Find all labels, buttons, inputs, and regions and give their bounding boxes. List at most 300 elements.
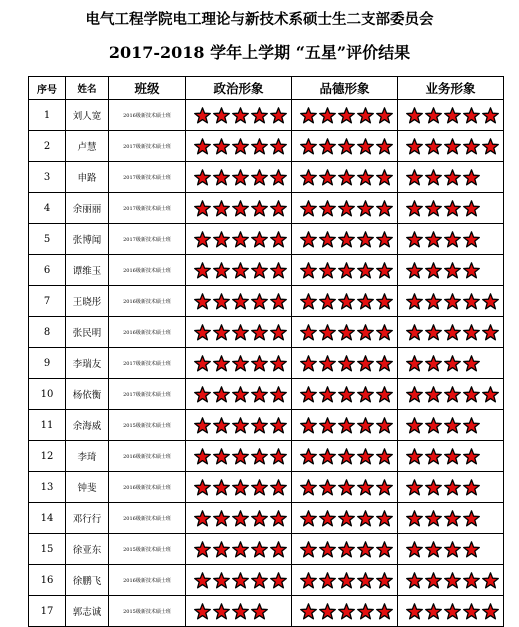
table-body: [29, 100, 504, 627]
star-icon: [300, 107, 317, 124]
star-icon: [338, 293, 355, 310]
star-icon: [376, 572, 393, 589]
star-icon: [463, 107, 480, 124]
star-icon: [463, 169, 480, 186]
star-icon: [213, 572, 230, 589]
student-class: 2017级新技术硕士班: [109, 193, 186, 224]
star-icon: [463, 262, 480, 279]
star-icon: [482, 386, 499, 403]
star-icon: [357, 262, 374, 279]
star-icon: [213, 417, 230, 434]
star-icon: [213, 231, 230, 248]
star-icon: [319, 138, 336, 155]
moral-rating: [292, 286, 398, 317]
star-icon: [376, 200, 393, 217]
star-icon: [425, 107, 442, 124]
star-icon: [444, 541, 461, 558]
star-icon: [251, 510, 268, 527]
political-rating: [186, 348, 292, 379]
political-rating: [186, 317, 292, 348]
student-class: 2016级新技术硕士班: [109, 317, 186, 348]
star-icon: [319, 107, 336, 124]
star-icon: [357, 572, 374, 589]
moral-rating: [292, 255, 398, 286]
moral-rating: [292, 379, 398, 410]
header-name: 姓名: [66, 77, 109, 100]
student-name: 申路: [66, 162, 109, 193]
star-icon: [232, 200, 249, 217]
star-icon: [482, 603, 499, 620]
star-icon: [232, 231, 249, 248]
star-icon: [270, 386, 287, 403]
star-icon: [213, 138, 230, 155]
row-number: 3: [29, 162, 66, 193]
student-name: 余海威: [66, 410, 109, 441]
star-icon: [425, 293, 442, 310]
star-icon: [251, 541, 268, 558]
political-rating: [186, 503, 292, 534]
star-icon: [319, 355, 336, 372]
star-icon: [213, 262, 230, 279]
star-icon: [406, 169, 423, 186]
star-icon: [338, 262, 355, 279]
star-icon: [300, 417, 317, 434]
star-icon: [338, 107, 355, 124]
star-icon: [270, 138, 287, 155]
student-class: 2015级新技术硕士班: [109, 410, 186, 441]
star-icon: [357, 293, 374, 310]
star-icon: [194, 603, 211, 620]
star-icon: [300, 603, 317, 620]
star-icon: [357, 603, 374, 620]
star-icon: [319, 510, 336, 527]
star-icon: [338, 417, 355, 434]
row-number: 2: [29, 131, 66, 162]
moral-rating: [292, 317, 398, 348]
student-class: 2015级新技术硕士班: [109, 534, 186, 565]
star-icon: [406, 293, 423, 310]
star-icon: [376, 107, 393, 124]
star-icon: [425, 572, 442, 589]
star-icon: [376, 262, 393, 279]
document-title: 电气工程学院电工理论与新技术系硕士生二支部委员会: [85, 12, 434, 28]
star-icon: [319, 541, 336, 558]
moral-rating: [292, 162, 398, 193]
student-name: 张民明: [66, 317, 109, 348]
star-icon: [213, 603, 230, 620]
star-icon: [482, 107, 499, 124]
star-icon: [251, 417, 268, 434]
student-class: 2017级新技术硕士班: [109, 162, 186, 193]
star-icon: [232, 169, 249, 186]
star-icon: [444, 169, 461, 186]
student-class: 2016级新技术硕士班: [109, 472, 186, 503]
row-number: 12: [29, 441, 66, 472]
professional-rating: [398, 503, 504, 534]
star-icon: [251, 231, 268, 248]
star-icon: [376, 355, 393, 372]
star-icon: [300, 231, 317, 248]
star-icon: [425, 417, 442, 434]
star-icon: [194, 572, 211, 589]
header-moral: 品德形象: [292, 77, 398, 100]
star-icon: [357, 386, 374, 403]
star-icon: [338, 231, 355, 248]
star-icon: [406, 479, 423, 496]
political-rating: [186, 255, 292, 286]
student-class: 2016级新技术硕士班: [109, 255, 186, 286]
table-row: [29, 565, 504, 596]
table-row: [29, 503, 504, 534]
star-icon: [319, 386, 336, 403]
star-icon: [232, 138, 249, 155]
star-icon: [270, 355, 287, 372]
header-professional: 业务形象: [398, 77, 504, 100]
student-class: 2017级新技术硕士班: [109, 224, 186, 255]
star-icon: [338, 541, 355, 558]
student-class: 2017级新技术硕士班: [109, 348, 186, 379]
star-icon: [251, 262, 268, 279]
star-icon: [194, 138, 211, 155]
star-icon: [319, 262, 336, 279]
student-class: 2017级新技术硕士班: [109, 379, 186, 410]
star-icon: [300, 448, 317, 465]
star-icon: [251, 293, 268, 310]
star-icon: [213, 479, 230, 496]
moral-rating: [292, 472, 398, 503]
table-row: [29, 379, 504, 410]
star-icon: [194, 107, 211, 124]
star-icon: [270, 293, 287, 310]
student-class: 2016级新技术硕士班: [109, 100, 186, 131]
star-icon: [194, 386, 211, 403]
professional-rating: [398, 472, 504, 503]
star-icon: [300, 572, 317, 589]
star-icon: [357, 479, 374, 496]
star-icon: [406, 107, 423, 124]
star-icon: [232, 572, 249, 589]
star-icon: [463, 572, 480, 589]
professional-rating: [398, 379, 504, 410]
political-rating: [186, 100, 292, 131]
document-subtitle: 2017-2018 学年上学期 “五星”评价结果: [108, 43, 411, 62]
star-icon: [194, 355, 211, 372]
star-icon: [338, 448, 355, 465]
row-number: 16: [29, 565, 66, 596]
professional-rating: [398, 534, 504, 565]
star-icon: [338, 138, 355, 155]
professional-rating: [398, 286, 504, 317]
star-icon: [300, 169, 317, 186]
star-icon: [270, 262, 287, 279]
star-icon: [444, 386, 461, 403]
star-icon: [406, 541, 423, 558]
table-header-row: [29, 77, 504, 100]
student-name: 谭维玉: [66, 255, 109, 286]
star-icon: [444, 479, 461, 496]
star-icon: [444, 293, 461, 310]
political-rating: [186, 162, 292, 193]
star-icon: [444, 231, 461, 248]
star-icon: [463, 324, 480, 341]
row-number: 13: [29, 472, 66, 503]
student-class: 2016级新技术硕士班: [109, 565, 186, 596]
table-row: [29, 534, 504, 565]
professional-rating: [398, 131, 504, 162]
moral-rating: [292, 441, 398, 472]
star-icon: [425, 138, 442, 155]
star-icon: [251, 107, 268, 124]
star-icon: [251, 200, 268, 217]
star-icon: [251, 479, 268, 496]
star-icon: [406, 324, 423, 341]
star-icon: [232, 262, 249, 279]
star-icon: [319, 417, 336, 434]
star-icon: [300, 293, 317, 310]
star-icon: [194, 448, 211, 465]
star-icon: [232, 448, 249, 465]
star-icon: [376, 479, 393, 496]
professional-rating: [398, 255, 504, 286]
star-icon: [444, 262, 461, 279]
star-icon: [406, 417, 423, 434]
table-row: [29, 472, 504, 503]
star-icon: [338, 200, 355, 217]
row-number: 10: [29, 379, 66, 410]
student-name: 杨依衡: [66, 379, 109, 410]
star-icon: [444, 324, 461, 341]
star-icon: [444, 107, 461, 124]
political-rating: [186, 131, 292, 162]
evaluation-table: [28, 76, 504, 627]
professional-rating: [398, 410, 504, 441]
star-icon: [270, 572, 287, 589]
star-icon: [251, 386, 268, 403]
star-icon: [300, 262, 317, 279]
star-icon: [376, 603, 393, 620]
star-icon: [482, 293, 499, 310]
moral-rating: [292, 131, 398, 162]
star-icon: [482, 138, 499, 155]
star-icon: [213, 448, 230, 465]
star-icon: [463, 417, 480, 434]
professional-rating: [398, 565, 504, 596]
star-icon: [270, 200, 287, 217]
star-icon: [425, 541, 442, 558]
star-icon: [300, 541, 317, 558]
star-icon: [357, 200, 374, 217]
moral-rating: [292, 193, 398, 224]
star-icon: [357, 169, 374, 186]
star-icon: [463, 138, 480, 155]
star-icon: [463, 231, 480, 248]
professional-rating: [398, 317, 504, 348]
star-icon: [251, 169, 268, 186]
star-icon: [319, 231, 336, 248]
star-icon: [251, 572, 268, 589]
moral-rating: [292, 224, 398, 255]
star-icon: [232, 510, 249, 527]
star-icon: [357, 324, 374, 341]
star-icon: [194, 324, 211, 341]
star-icon: [463, 355, 480, 372]
star-icon: [251, 603, 268, 620]
student-class: 2016级新技术硕士班: [109, 441, 186, 472]
political-rating: [186, 224, 292, 255]
star-icon: [444, 603, 461, 620]
student-name: 钟斐: [66, 472, 109, 503]
star-icon: [300, 510, 317, 527]
star-icon: [300, 324, 317, 341]
star-icon: [357, 138, 374, 155]
star-icon: [194, 293, 211, 310]
header-class: 班级: [109, 77, 186, 100]
star-icon: [425, 200, 442, 217]
political-rating: [186, 410, 292, 441]
star-icon: [213, 169, 230, 186]
star-icon: [463, 603, 480, 620]
star-icon: [270, 107, 287, 124]
student-class: 2017级新技术硕士班: [109, 131, 186, 162]
star-icon: [376, 386, 393, 403]
header-political: 政治形象: [186, 77, 292, 100]
star-icon: [194, 479, 211, 496]
star-icon: [232, 293, 249, 310]
student-name: 李瑞友: [66, 348, 109, 379]
star-icon: [319, 293, 336, 310]
star-icon: [425, 262, 442, 279]
star-icon: [213, 355, 230, 372]
star-icon: [425, 510, 442, 527]
star-icon: [213, 541, 230, 558]
star-icon: [376, 231, 393, 248]
star-icon: [300, 355, 317, 372]
table-row: [29, 441, 504, 472]
political-rating: [186, 193, 292, 224]
star-icon: [300, 386, 317, 403]
star-icon: [270, 417, 287, 434]
star-icon: [338, 169, 355, 186]
star-icon: [270, 479, 287, 496]
star-icon: [376, 510, 393, 527]
star-icon: [194, 510, 211, 527]
star-icon: [319, 169, 336, 186]
political-rating: [186, 534, 292, 565]
star-icon: [319, 572, 336, 589]
star-icon: [376, 541, 393, 558]
star-icon: [406, 448, 423, 465]
star-icon: [319, 200, 336, 217]
star-icon: [444, 448, 461, 465]
star-icon: [406, 355, 423, 372]
student-name: 余丽丽: [66, 193, 109, 224]
star-icon: [338, 324, 355, 341]
star-icon: [463, 293, 480, 310]
star-icon: [251, 324, 268, 341]
star-icon: [357, 541, 374, 558]
political-rating: [186, 596, 292, 627]
table-row: [29, 193, 504, 224]
moral-rating: [292, 565, 398, 596]
star-icon: [463, 386, 480, 403]
star-icon: [444, 138, 461, 155]
star-icon: [338, 479, 355, 496]
table-row: [29, 317, 504, 348]
moral-rating: [292, 100, 398, 131]
student-class: 2016级新技术硕士班: [109, 503, 186, 534]
star-icon: [194, 200, 211, 217]
star-icon: [251, 355, 268, 372]
political-rating: [186, 565, 292, 596]
row-number: 9: [29, 348, 66, 379]
moral-rating: [292, 596, 398, 627]
star-icon: [232, 479, 249, 496]
student-name: 王晓彤: [66, 286, 109, 317]
star-icon: [319, 324, 336, 341]
star-icon: [425, 603, 442, 620]
star-icon: [300, 200, 317, 217]
star-icon: [406, 231, 423, 248]
professional-rating: [398, 162, 504, 193]
row-number: 14: [29, 503, 66, 534]
star-icon: [463, 479, 480, 496]
star-icon: [425, 448, 442, 465]
star-icon: [232, 355, 249, 372]
star-icon: [376, 293, 393, 310]
star-icon: [194, 169, 211, 186]
student-class: 2016级新技术硕士班: [109, 286, 186, 317]
star-icon: [376, 324, 393, 341]
star-icon: [270, 324, 287, 341]
moral-rating: [292, 503, 398, 534]
star-icon: [357, 448, 374, 465]
student-class: 2015级新技术硕士班: [109, 596, 186, 627]
star-icon: [213, 324, 230, 341]
star-icon: [406, 386, 423, 403]
star-icon: [213, 107, 230, 124]
star-icon: [444, 417, 461, 434]
star-icon: [194, 262, 211, 279]
table-row: [29, 100, 504, 131]
star-icon: [406, 603, 423, 620]
table-row: [29, 162, 504, 193]
star-icon: [406, 200, 423, 217]
star-icon: [213, 293, 230, 310]
student-name: 李琦: [66, 441, 109, 472]
star-icon: [232, 541, 249, 558]
professional-rating: [398, 596, 504, 627]
row-number: 4: [29, 193, 66, 224]
star-icon: [482, 572, 499, 589]
star-icon: [425, 231, 442, 248]
star-icon: [425, 479, 442, 496]
political-rating: [186, 441, 292, 472]
star-icon: [270, 231, 287, 248]
star-icon: [425, 324, 442, 341]
table-row: [29, 131, 504, 162]
star-icon: [338, 386, 355, 403]
star-icon: [357, 231, 374, 248]
star-icon: [444, 200, 461, 217]
star-icon: [357, 417, 374, 434]
star-icon: [425, 355, 442, 372]
star-icon: [194, 541, 211, 558]
row-number: 7: [29, 286, 66, 317]
table-row: [29, 596, 504, 627]
student-name: 刘人宽: [66, 100, 109, 131]
political-rating: [186, 286, 292, 317]
star-icon: [357, 355, 374, 372]
